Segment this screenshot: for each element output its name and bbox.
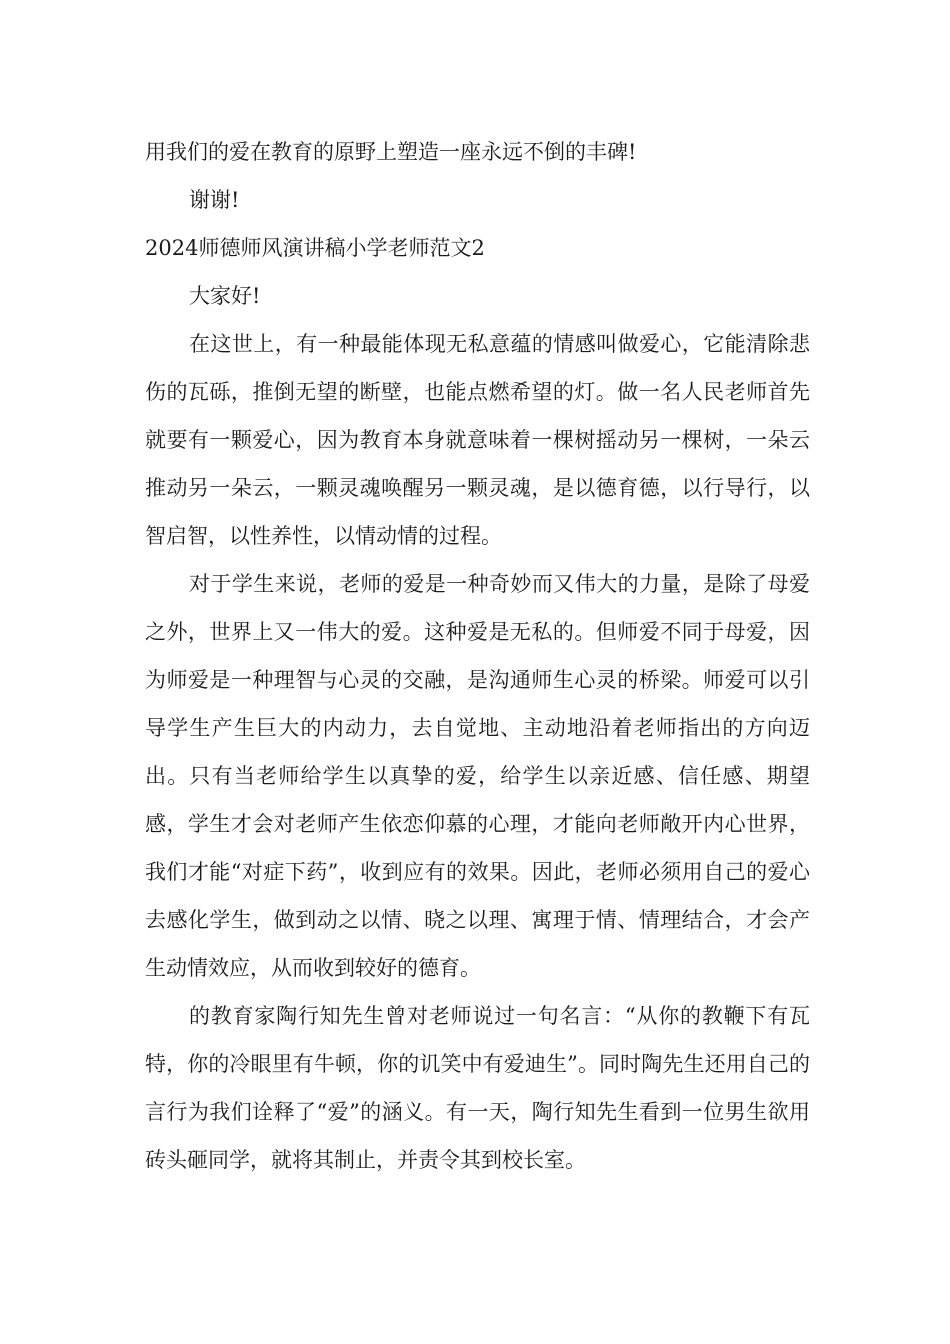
- body-paragraph-teacher-love: 对于学生来说，老师的爱是一种奇妙而又伟大的力量，是除了母爱之外，世界上又一伟大的爱。这种爱是无私的。但师爱不同于母爱，因为师爱是一种理智与心灵的交融，是沟通师生心灵的桥梁。师爱可以引导学生产生巨大的内动力，去自觉地、主动地沿着老师指出的方向迈出。只有当老师给学生以真挚的爱，给学生以亲近感、信任感、期望感，学生才会对老师产生依恋仰慕的心理，才能向老师敞开内心世界，我们才能“对症下药”，收到应有的效果。因此，老师必须用自己的爱心去感化学生，做到动之以情、晓之以理、寓理于情、情理结合，才会产生动情效应，从而收到较好的德育。: [145, 572, 810, 980]
- body-paragraph-love: 在这世上，有一种最能体现无私意蕴的情感叫做爱心，它能清除悲伤的瓦砾，推倒无望的断壁，也能点燃希望的灯。做一名人民老师首先就要有一颗爱心，因为教育本身就意味着一棵树摇动另一棵树，一朵云推动另一朵云，一颗灵魂唤醒另一颗灵魂，是以德育德，以行导行，以智启智，以性养性，以情动情的过程。: [145, 332, 810, 548]
- document-page: [145, 128, 810, 1184]
- body-paragraph-tao-xingzhi: 的教育家陶行知先生曾对老师说过一句名言：“从你的教鞭下有瓦特，你的冷眼里有牛顿，你的讥笑中有爱迪生”。同时陶先生还用自己的言行为我们诠释了“爱”的涵义。有一天，陶行知先生看到一位男生欲用砖头砸同学，就将其制止，并责令其到校长室。: [145, 1004, 810, 1172]
- greeting-paragraph: 大家好!: [189, 284, 261, 308]
- section-heading: 2024师德师风演讲稿小学老师范文2: [145, 236, 485, 260]
- closing-paragraph: 用我们的爱在教育的原野上塑造一座永远不倒的丰碑!: [145, 140, 637, 164]
- thanks-paragraph: 谢谢!: [189, 188, 240, 212]
